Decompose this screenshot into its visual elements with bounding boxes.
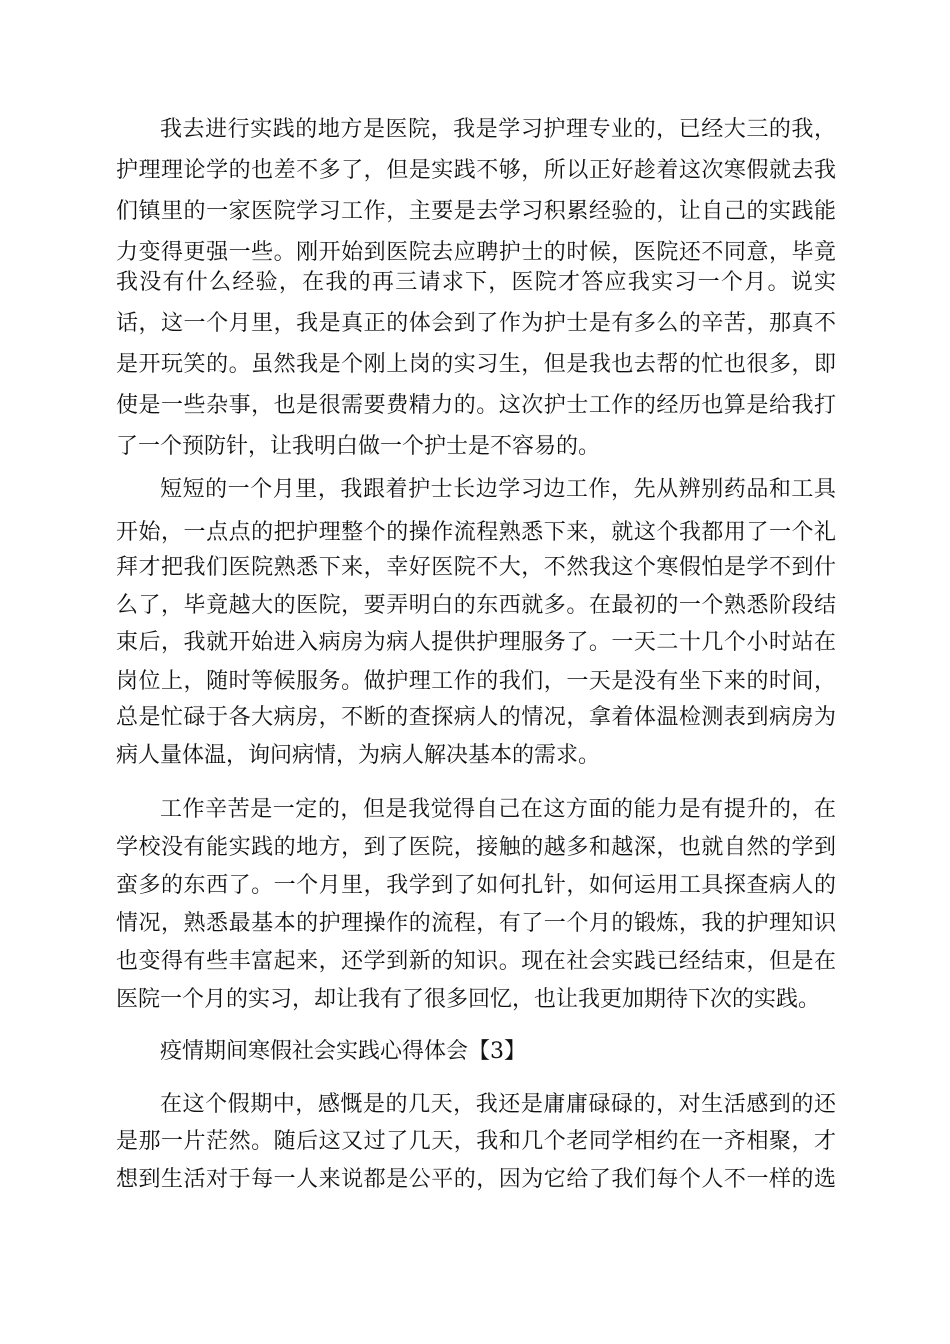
paragraph-line: 使是一些杂事，也是很需要费精力的。这次护士工作的经历也算是给我打 xyxy=(116,393,836,418)
paragraph-line: 护理理论学的也差不多了，但是实践不够，所以正好趁着这次寒假就去我 xyxy=(116,158,836,183)
paragraph-line: 总是忙碌于各大病房，不断的查探病人的情况，拿着体温检测表到病房为 xyxy=(116,705,836,730)
paragraph-line: 我没有什么经验，在我的再三请求下，医院才答应我实习一个月。说实 xyxy=(116,270,836,295)
paragraph-line: 学校没有能实践的地方，到了医院，接触的越多和越深，也就自然的学到 xyxy=(116,835,836,860)
section-heading: 疫情期间寒假社会实践心得体会【3】 xyxy=(160,1039,526,1064)
paragraph-line: 是那一片茫然。随后这又过了几天，我和几个老同学相约在一齐相聚，才 xyxy=(116,1129,836,1154)
paragraph-line: 病人量体温，询问病情，为病人解决基本的需求。 xyxy=(116,743,601,768)
paragraph-line: 了一个预防针，让我明白做一个护士是不容易的。 xyxy=(116,434,601,459)
paragraph-line: 力变得更强一些。刚开始到医院去应聘护士的时候，医院还不同意，毕竟 xyxy=(116,240,836,265)
paragraph-line: 么了，毕竟越大的医院，要弄明白的东西就多。在最初的一个熟悉阶段结 xyxy=(116,593,836,618)
paragraph-line: 短短的一个月里，我跟着护士长边学习边工作，先从辨别药品和工具 xyxy=(160,477,836,502)
paragraph-line: 开始，一点点的把护理整个的操作流程熟悉下来，就这个我都用了一个礼 xyxy=(116,520,836,545)
paragraph-line: 情况，熟悉最基本的护理操作的流程，有了一个月的锻炼，我的护理知识 xyxy=(116,911,836,936)
paragraph-line: 想到生活对于每一人来说都是公平的，因为它给了我们每个人不一样的选 xyxy=(116,1167,836,1192)
paragraph-line: 是开玩笑的。虽然我是个刚上岗的实习生，但是我也去帮的忙也很多，即 xyxy=(116,352,836,377)
paragraph-line: 话，这一个月里，我是真正的体会到了作为护士是有多么的辛苦，那真不 xyxy=(116,311,836,336)
paragraph-line: 工作辛苦是一定的，但是我觉得自己在这方面的能力是有提升的，在 xyxy=(160,797,836,822)
paragraph-line: 也变得有些丰富起来，还学到新的知识。现在社会实践已经结束，但是在 xyxy=(116,949,836,974)
paragraph-line: 拜才把我们医院熟悉下来，幸好医院不大，不然我这个寒假怕是学不到什 xyxy=(116,555,836,580)
paragraph-line: 在这个假期中，感慨是的几天，我还是庸庸碌碌的，对生活感到的还 xyxy=(160,1092,836,1117)
paragraph-line: 们镇里的一家医院学习工作，主要是去学习积累经验的，让自己的实践能 xyxy=(116,199,836,224)
paragraph-line: 束后，我就开始进入病房为病人提供护理服务了。一天二十几个小时站在 xyxy=(116,630,836,655)
paragraph-line: 我去进行实践的地方是医院，我是学习护理专业的，已经大三的我， xyxy=(160,117,836,142)
paragraph-line: 岗位上，随时等候服务。做护理工作的我们，一天是没有坐下来的时间， xyxy=(116,669,836,694)
paragraph-line: 蛮多的东西了。一个月里，我学到了如何扎针，如何运用工具探查病人的 xyxy=(116,873,836,898)
paragraph-line: 医院一个月的实习，却让我有了很多回忆，也让我更加期待下次的实践。 xyxy=(116,987,821,1012)
